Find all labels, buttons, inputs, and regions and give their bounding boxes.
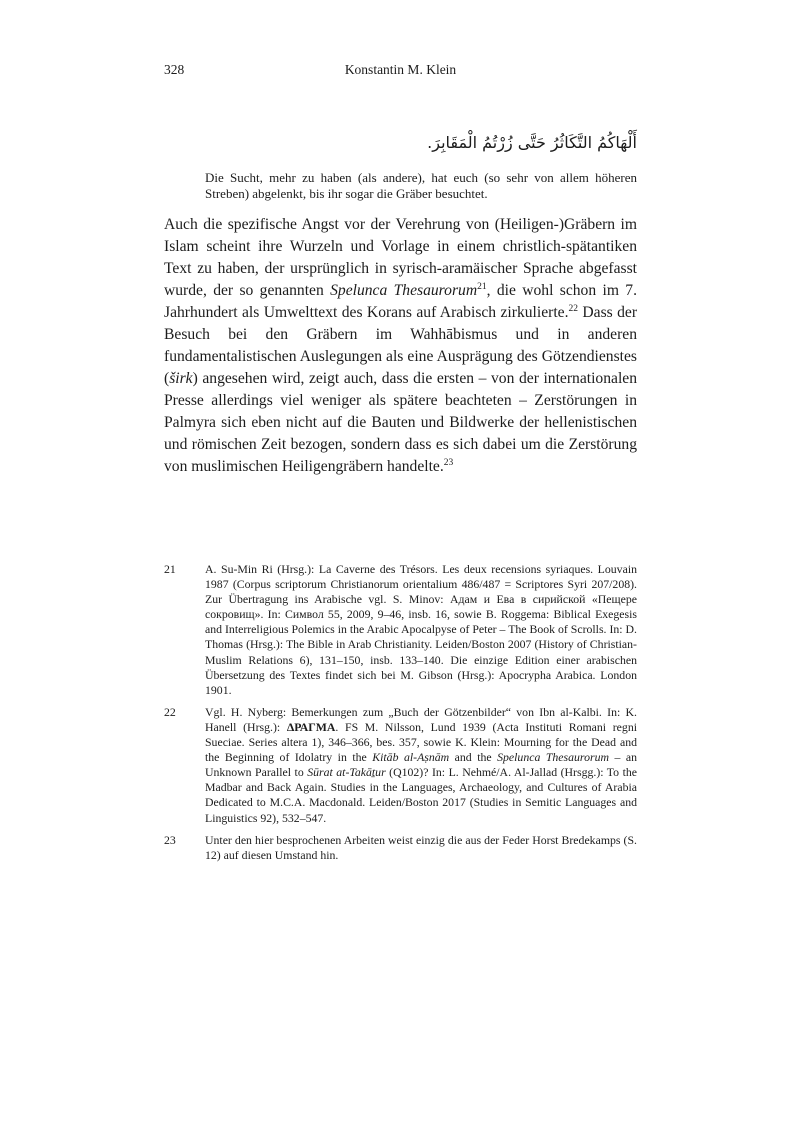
footnote-text — [205, 833, 637, 863]
text-segment: Dass der Besuch bei den Gräbern im Wahhābismus und in anderen fundamentalistischen Auslegungen als eine Ausprägung des Götzendienstes ( — [164, 304, 638, 387]
footnote-text — [205, 705, 637, 826]
footnote-number: 22 — [164, 704, 176, 719]
text-segment: Sūrat at-Takāṯur — [307, 765, 386, 780]
text-segment: Auch die spezifische Angst vor der Verehrung von (Heiligen-)Gräbern im Islam scheint ihre Wurzeln und Vorlage in einem christlich-spätantiken Text zu haben, der ursprünglich in syrisch-aramäischer Sprache abgefasst wurde, der so genannten — [164, 216, 637, 299]
text-segment: Vgl. H. Nyberg: Bemerkungen zum „Buch der Götzenbilder“ von Ibn al-Kalbi. In: K. Hanell (Hrsg.): — [205, 704, 637, 734]
quote-translation: Die Sucht, mehr zu haben (als andere), hat euch (so sehr von allem höheren Streben) abgelenkt, bis ihr sogar die Gräber besuchtet. — [205, 170, 637, 201]
text-segment: . FS M. Nilsson, Lund 1939 (Acta Instituti Romani regni Sueciae. Series altera 1), 346–366, bes. 357, sowie K. Klein: Mourning for the Dead and the Beginning of Idolatry in the — [205, 719, 637, 765]
footnote-ref: 23 — [443, 457, 454, 468]
text-segment: , die wohl schon im 7. Jahrhundert als Umwelttext des Korans auf Arabisch zirkulierte. — [164, 282, 637, 321]
footnote-number: 23 — [164, 832, 176, 847]
text-segment: and the — [449, 750, 498, 765]
text-segment: (Q102)? In: L. Nehmé/A. Al-Jallad (Hrsgg.): To the Madbar and Back Again. Studies in the Languages, Archaeology, and Cultures of Arabia Dedicated to M.C.A. Macdonald. Leiden/Boston 2017 (Studies in Semitic Languages and Linguistics 92), 532–547. — [205, 765, 637, 825]
footnotes-section — [164, 562, 637, 863]
text-segment: A. Su-Min Ri (Hrsg.): La Caverne des Trésors. Les deux recensions syriaques. Louvain 1987 (Corpus scriptorum Christianorum orientalium 486/487 = Scriptores Syri 207/208). Zur Übertragung ins Arabische vgl. S. Minov: Адам и Ева в сирийской «Пещере сокровищ». In: Символ 55, 2009, 9–46, insb. 16, sowie B. Roggema: Biblical Exegesis and Interreligious Polemics in the Arabic Apocalpyse of Peter – The Book of Scrolls. In: D. Thomas (Hrsg.): The Bible in Arab Christianity. Leiden/Boston 2007 (History of Christian-Muslim Relations 6), 131–150, insb. 133–140. Die einzige Edition einer arabischen Übersetzung des Textes findet sich bei M. Gibson (Hrsg.): Apocrypha Arabica. London 1901. — [205, 562, 637, 697]
footnote-23 — [164, 833, 637, 863]
text-segment: ΔΡΑΓΜΑ — [286, 719, 336, 734]
running-title: Konstantin M. Klein — [344, 62, 457, 77]
footnote-text — [205, 562, 637, 698]
running-head — [164, 62, 637, 80]
text-segment: – an Unknown Parallel to — [205, 750, 637, 780]
footnote-ref: 22 — [568, 303, 578, 314]
text-block — [164, 62, 637, 870]
footnote-22 — [164, 705, 637, 826]
footnote-ref: 21 — [477, 281, 487, 292]
text-segment: ) angesehen wird, zeigt auch, dass die ersten – von der internationalen Presse allerdings viel weniger als spätere beachteten – Zerstörungen in Palmyra sich eben nicht auf die Bauten und Bildwerke der hellenistischen und römischen Zeit bezogen, sondern dass es sich dabei um die Zerstörung von muslimischen Heiligengräbern handelte. — [164, 370, 637, 475]
arabic-quran-quote: أَلْهَاكُمُ التَّكَاثُرُ حَتَّى زُرْتُمُ الْمَقَابِرَ. — [427, 133, 637, 152]
text-segment: Spelunca Thesaurorum — [330, 282, 478, 299]
footnote-number: 21 — [164, 562, 176, 576]
text-segment: Unter den hier besprochenen Arbeiten weist einzig die aus der Feder Horst Bredekamps (S. 12) auf diesen Umstand hin. — [205, 832, 637, 862]
text-segment: širk — [169, 370, 193, 387]
page-number: 328 — [164, 62, 185, 77]
body-paragraph — [164, 214, 637, 478]
footnote-21 — [164, 562, 637, 698]
text-segment: Spelunca Thesaurorum — [497, 750, 609, 765]
text-segment: Kitāb al-Aṣnām — [372, 750, 450, 765]
